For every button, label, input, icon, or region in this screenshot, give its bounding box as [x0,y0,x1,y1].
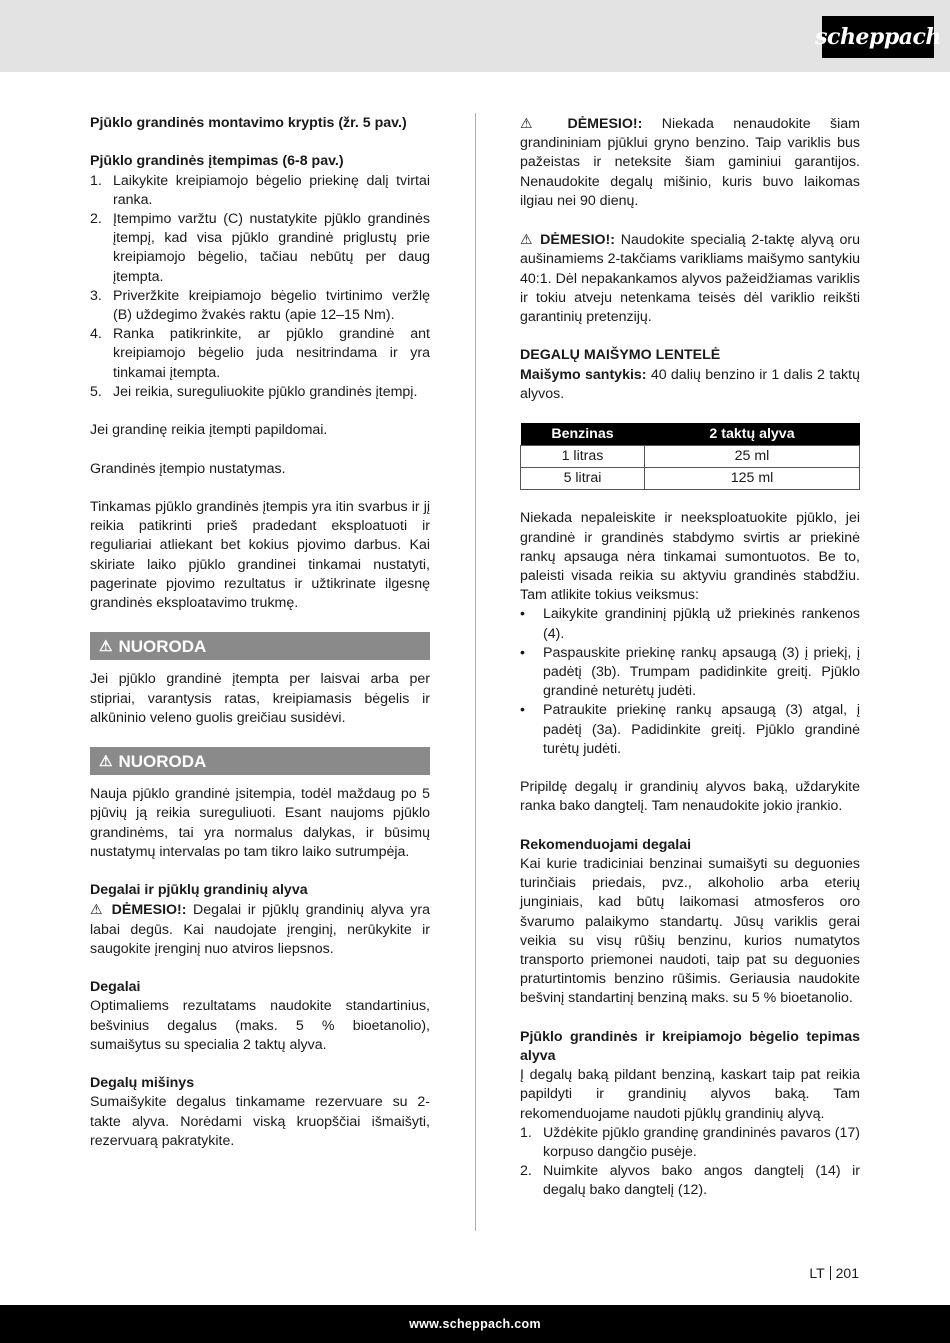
page-footer [0,1305,950,1343]
heading-direction: Pjūklo grandinės montavimo kryptis (žr. 5 pav.) [90,115,407,131]
warning-icon: ⚠ [99,637,113,655]
paragraph-lube: Į degalų baką pildant benziną, kaskart taip pat reikia papildyti ir grandinių alyvos baką. Tam rekomenduojame naudoti pjūklų grandinių alyvą. [520,1067,860,1122]
left-column [90,114,430,1170]
list-item: 1. Laikykite kreipiamojo bėgelio priekinę dalį tvirtai ranka. [90,172,430,208]
tension-steps [90,172,430,402]
list-item: • Laikykite grandininį pjūklą už priekinės rankenos (4). [520,606,860,642]
paragraph-recommended: Kai kurie tradiciniai benzinai sumaišyti su deguonies turinčiais priedais, pvz., alkoholio arba eterių junginiais, kad būtų laikomasi atmosferos oro švarumo palaikymo standartų. Jūsų variklis gerai veikia su visų rūšių benzinu, kurios numatytos transporto priemonei naudoti, taip pat su deguonies praturtintomis benzino rūšimis. Geriausia naudokite bešvinį standartinį benziną maks. su 5 % bioetanolio. [520,856,860,1007]
list-item: 4. Ranka patikrinkite, ar pjūklo grandinė ant kreipiamojo bėgelio juda nesitrindama ir yra tinkamai įtempta. [90,326,430,381]
column-header: Benzinas [521,423,645,446]
paragraph-again: Jei grandinę reikia įtempti papildomai. [90,422,328,439]
mix-table [520,423,860,490]
note-text: Jei pjūklo grandinė įtempta per laisvai arba per stipriai, varantysis ratas, kreipiamasis bėgelis ir alkūninio veleno guolis greičiau susidėvi. [90,671,430,726]
paragraph-never: Niekada nepaleiskite ir neeksploatuokite pjūklo, jei grandinė ir grandinės stabdymo svirtis ar priekinė rankų apsauga nėra tinkamai sumontuotos. Be to, paleisti visada reikia su aktyviu grandinės stabdžiu. Tam atlikite tokius veiksmus: [520,510,860,604]
warning-icon: ⚠ [520,115,568,131]
heading-mix: Degalų mišinys [90,1075,195,1092]
heading-recommended: Rekomenduojami degalai [520,836,692,853]
heading-tension: Pjūklo grandinės įtempimas (6-8 pav.) [90,153,344,170]
table-header-row [521,423,860,446]
page-number: LT 201 [809,1265,859,1281]
paragraph-fuel: Optimaliems rezultatams naudokite standartinius, bešvinius degalus (maks. 5 % bioetanolio), sumaišytus su specialia 2 taktų alyva. [90,998,430,1053]
warning-icon: ⚠ [99,752,113,770]
list-item: 1. Uždėkite pjūklo grandinę grandininės pavaros (17) korpuso dangčio pusėje. [520,1124,860,1161]
website-link[interactable]: www.scheppach.com [409,1317,541,1331]
column-header: 2 taktų alyva [645,423,860,446]
scheppach-logo: scheppach [822,16,934,58]
list-item: 3. Priveržkite kreipiamojo bėgelio tvirtinimo veržlę (B) uždegimo žvakės raktu (apie 12–15 Nm). [90,287,430,324]
table-cell: 1 litras [521,446,645,468]
attention-petrol: ⚠ DĖMESIO!: Niekada nenaudokite šiam grandininiam pjūklui gryno benzino. Taip variklis bus pažeistas ir neteksite šiam gaminiui garantijos. Nenaudokite degalų mišinio, kuris buvo laikomas ilgiau nei 90 dienų. [520,115,860,209]
heading-lube: Pjūklo grandinės ir kreipiamojo bėgelio tepimas alyva [520,1028,860,1065]
right-column [520,114,860,1220]
note-banner: ⚠ NUORODA [90,747,430,775]
paragraph-adjust: Grandinės įtempio nustatymas. [90,460,286,477]
paragraph-fill: Pripildę degalų ir grandinių alyvos baką, uždarykite ranka bako dangtelį. Tam nenaudokite jokio įrankio. [520,779,860,815]
heading-mix-table: DEGALŲ MAIŠYMO LENTELĖ [520,347,721,364]
lube-steps [520,1124,860,1201]
heading-fuel: Degalai [90,979,141,996]
warning-icon: ⚠ [90,901,112,918]
table-cell: 5 litrai [521,468,645,490]
column-divider [475,113,476,1231]
note-banner: ⚠ NUORODA [90,632,430,660]
heading-fuel-oil: Degalai ir pjūklų grandinių alyva [90,882,308,899]
attention-oil: ⚠ DĖMESIO!: Naudokite specialią 2-taktę alyvą oru aušinamiems 2-takčiams varikliams maišymo santykiu 40:1. Dėl nepakankamos alyvos pažeidžiamas variklis ir tokiu atveju netenkama teisės dėl variklio reikšti garantinių pretenzijų. [520,231,860,326]
fuel-warning: ⚠ DĖMESIO!: Degalai ir pjūklų grandinių alyva yra labai degūs. Kai naudojate įrenginį, nerūkykite ir saugokite įrenginį nuo atviros liepsnos. [90,901,430,957]
paragraph-mix: Sumaišykite degalus tinkamame rezervuare su 2-takte alyva. Norėdami viską kruopščiai išmaišyti, rezervuarą pakratykite. [90,1094,430,1149]
list-item: 2. Nuimkite alyvos bako angos dangtelį (14) ir degalų bako dangtelį (12). [520,1163,860,1199]
note-text: Nauja pjūklo grandinė įsitempia, todėl maždaug po 5 pjūvių ją reikia sureguliuoti. Esant naujoms pjūklo grandinėms, tai yra normalus dalykas, ir būsimų nustatymų intervalas po tam tikro laiko sutrumpėja. [90,786,430,860]
table-row [521,446,860,468]
paragraph-correct-tension: Tinkamas pjūklo grandinės įtempis yra itin svarbus ir jį reikia patikrinti prieš pradedant eksploatuoti ir reguliariai atliekant bet kokius pjovimo darbus. Kai skiriate laiko pjūklo grandinei tinkamai nustatyti, pagerinate pjovimo rezultatus ir užtikrinate ilgesnę grandinės eksploatavimo trukmę. [90,499,430,612]
list-item: • Patraukite priekinę rankų apsaugą (3) atgal, į padėtį (3a). Padidinkite greitį. Pjūklo grandinė turėtų judėti. [520,702,860,757]
warning-icon: ⚠ [520,231,541,248]
page-header [0,0,950,72]
table-cell: 25 ml [645,446,860,468]
list-item: 2. Įtempimo varžtu (C) nustatykite pjūklo grandinės įtempį, kad visa pjūklo grandinė priglustų prie kreipiamojo bėgelio, tačiau nebūtų per daug įtempta. [90,211,430,285]
table-cell: 125 ml [645,468,860,490]
list-item: 5. Jei reikia, sureguliuokite pjūklo grandinės įtempį. [90,383,418,400]
mix-ratio: Maišymo santykis: 40 dalių benzino ir 1 dalis 2 taktų alyvos. [520,366,860,402]
start-steps [520,605,860,759]
list-item: • Paspauskite priekinę rankų apsaugą (3) į priekį, į padėtį (3b). Trumpam padidinkite greitį. Pjūklo grandinė neturėtų judėti. [520,644,860,700]
table-row [521,468,860,490]
